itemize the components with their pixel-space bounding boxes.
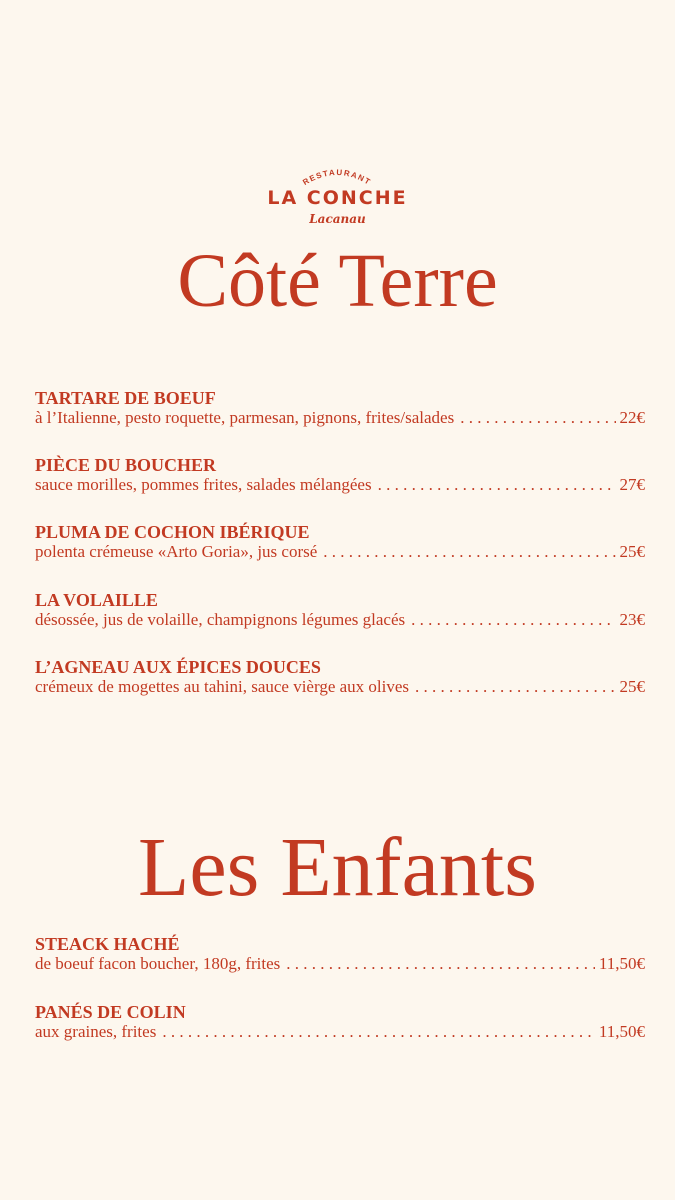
menu-item-description: aux graines, frites bbox=[35, 1022, 157, 1041]
menu-item-description: sauce morilles, pommes frites, salades mélangées bbox=[35, 475, 372, 494]
menu-item bbox=[35, 522, 645, 561]
dot-leader bbox=[460, 408, 615, 427]
dot-leader bbox=[286, 954, 595, 973]
menu-item-price: 23€ bbox=[619, 610, 645, 629]
menu-item-line bbox=[35, 610, 645, 629]
logo-name: LA CONCHE bbox=[267, 187, 408, 209]
menu-item-price: 27€ bbox=[619, 475, 645, 494]
menu-item bbox=[35, 657, 645, 696]
logo-arc-text bbox=[287, 160, 387, 190]
menu-item bbox=[35, 1002, 645, 1041]
dot-leader bbox=[323, 542, 615, 561]
menu-item bbox=[35, 590, 645, 629]
menu-item-description: de boeuf facon boucher, 180g, frites bbox=[35, 954, 281, 973]
menu-item bbox=[35, 455, 645, 494]
menu-item-line bbox=[35, 475, 645, 494]
menu-item-price: 11,50€ bbox=[598, 954, 645, 973]
restaurant-logo bbox=[0, 160, 675, 232]
menu-item-name: PLUMA DE COCHON IBÉRIQUE bbox=[35, 522, 310, 542]
section-title-les-enfants: Les Enfants bbox=[138, 821, 537, 914]
menu-item-description: crémeux de mogettes au tahini, sauce vièrge aux olives bbox=[35, 677, 410, 696]
menu-item-description: polenta crémeuse «Arto Goria», jus corsé bbox=[35, 542, 318, 561]
menu-item-price: 22€ bbox=[619, 408, 645, 427]
menu-item-price: 25€ bbox=[619, 677, 645, 696]
menu-item-name: L’AGNEAU AUX ÉPICES DOUCES bbox=[35, 657, 321, 677]
logo-top-label: RESTAURANT bbox=[301, 167, 373, 188]
menu-item-description: à l’Italienne, pesto roquette, parmesan, pignons, frites/salades bbox=[35, 408, 455, 427]
dot-leader bbox=[415, 677, 615, 696]
menu-item-description: désossée, jus de volaille, champignons légumes glacés bbox=[35, 610, 406, 629]
menu-item bbox=[35, 388, 645, 427]
menu-item-name: PIÈCE DU BOUCHER bbox=[35, 455, 217, 475]
menu-item-name: PANÉS DE COLIN bbox=[35, 1002, 186, 1022]
logo-town: Lacanau bbox=[309, 212, 366, 226]
menu-item-name: TARTARE DE BOEUF bbox=[35, 388, 216, 408]
dot-leader bbox=[411, 610, 615, 629]
menu-item-price: 25€ bbox=[619, 542, 645, 561]
section-title-cote-terre: Côté Terre bbox=[177, 239, 498, 323]
menu-item-line bbox=[35, 954, 645, 973]
menu-item-line bbox=[35, 1022, 645, 1041]
menu-item-name: STEACK HACHÉ bbox=[35, 934, 180, 954]
menu-item-price: 11,50€ bbox=[598, 1022, 645, 1041]
menu-item bbox=[35, 934, 645, 973]
menu-item-line bbox=[35, 542, 645, 561]
menu-item-name: LA VOLAILLE bbox=[35, 590, 158, 610]
menu-item-line bbox=[35, 408, 645, 427]
dot-leader bbox=[162, 1022, 595, 1041]
dot-leader bbox=[378, 475, 616, 494]
menu-item-line bbox=[35, 677, 645, 696]
